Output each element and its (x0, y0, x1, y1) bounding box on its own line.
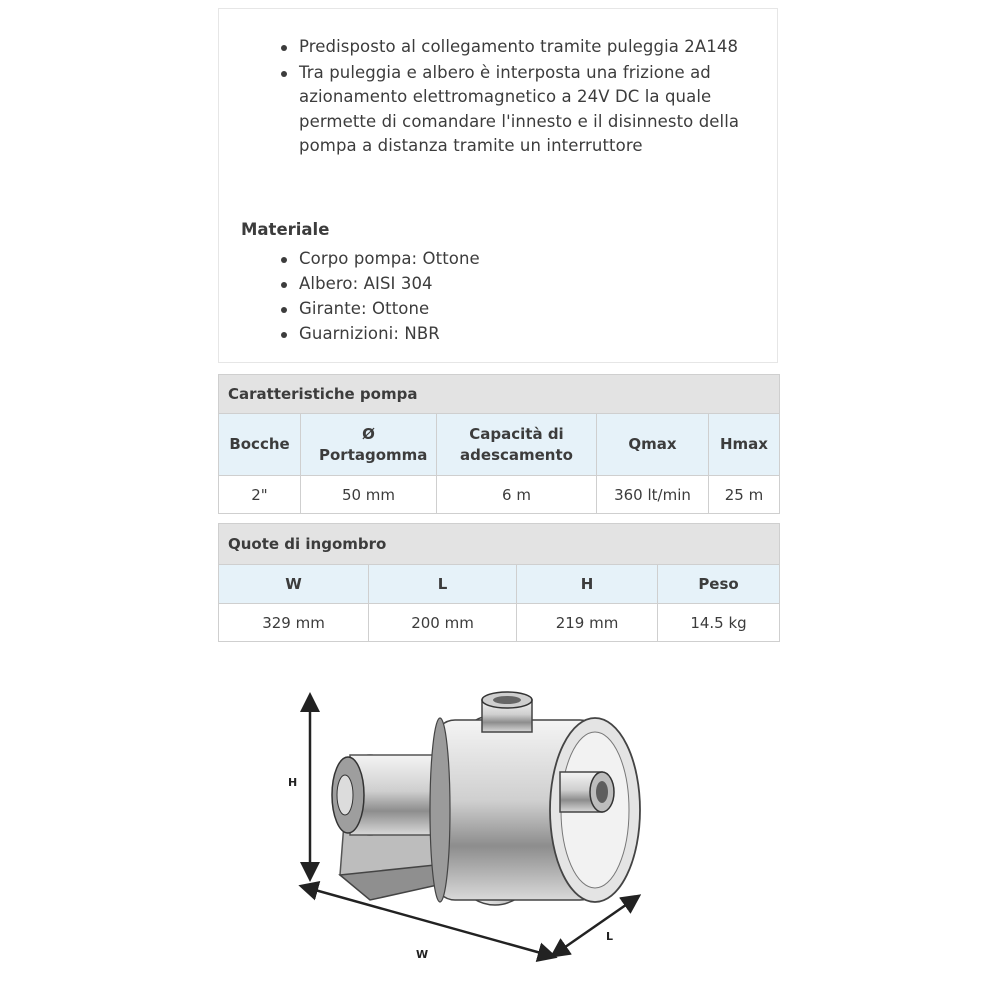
column-header: Capacità di adescamento (437, 414, 597, 476)
table-title: Caratteristiche pompa (219, 375, 780, 414)
table-cell: 6 m (437, 476, 597, 514)
table-cell: 50 mm (301, 476, 437, 514)
column-header: L (369, 565, 517, 604)
length-dimension-arrow (558, 900, 633, 952)
column-header: Peso (658, 565, 780, 604)
material-list (277, 247, 717, 347)
column-header: Qmax (597, 414, 709, 476)
feature-item: Tra puleggia e albero è interposta una frizione ad azionamento elettromagnetico a 24V DC la quale permette di comandare l'innesto e il disinnesto della pompa a distanza tramite un interruttore (277, 61, 747, 159)
table-cell: 200 mm (369, 604, 517, 642)
bullet-icon (281, 71, 287, 77)
bullet-icon (281, 257, 287, 263)
bullet-icon (281, 332, 287, 338)
width-label: W (416, 948, 429, 961)
table-title: Quote di ingombro (219, 524, 780, 565)
table-cell: 14.5 kg (658, 604, 780, 642)
pump-characteristics-table (218, 374, 780, 514)
description-panel (218, 8, 778, 363)
bullet-icon (281, 307, 287, 313)
column-header: Ø Portagomma (301, 414, 437, 476)
material-heading: Materiale (241, 220, 330, 239)
height-label: H (288, 776, 298, 789)
bullet-icon (281, 282, 287, 288)
table-cell: 2" (219, 476, 301, 514)
column-header: H (517, 565, 658, 604)
feature-list (277, 35, 747, 160)
column-header: W (219, 565, 369, 604)
length-label: L (606, 930, 614, 943)
column-header: Hmax (709, 414, 780, 476)
material-item: Corpo pompa: Ottone (277, 247, 717, 272)
dimensions-table (218, 523, 780, 642)
bullet-icon (281, 45, 287, 51)
column-header: Bocche (219, 414, 301, 476)
material-item: Guarnizioni: NBR (277, 322, 717, 347)
table-cell: 219 mm (517, 604, 658, 642)
feature-item: Predisposto al collegamento tramite puleggia 2A148 (277, 35, 747, 60)
table-cell: 329 mm (219, 604, 369, 642)
pump-dimension-drawing (230, 660, 700, 980)
table-cell: 360 lt/min (597, 476, 709, 514)
material-item: Albero: AISI 304 (277, 272, 717, 297)
table-cell: 25 m (709, 476, 780, 514)
pump-illustration (332, 692, 640, 905)
material-item: Girante: Ottone (277, 297, 717, 322)
